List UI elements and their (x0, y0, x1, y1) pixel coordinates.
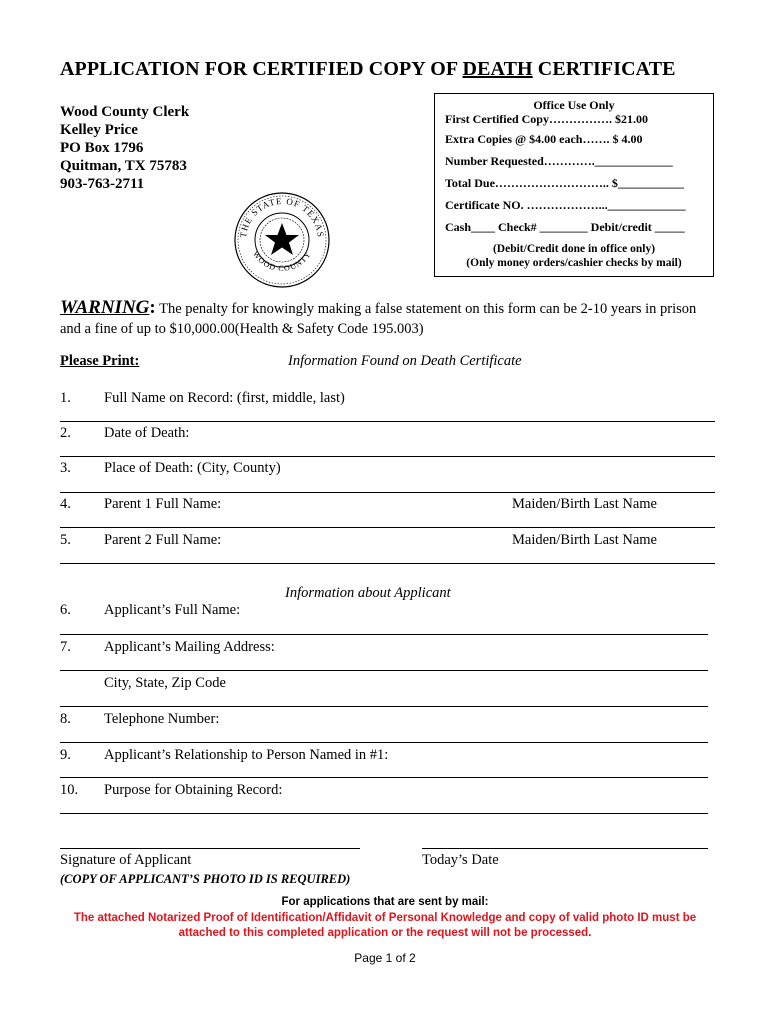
please-print-heading: Please Print: (60, 353, 140, 369)
purpose-line[interactable] (60, 813, 708, 814)
applicant-name-line[interactable] (60, 634, 708, 635)
parent2-name-label: Parent 2 Full Name: (104, 532, 222, 548)
certificate-number-field: Certificate NO. ………………..._____________ (445, 198, 686, 212)
office-use-header: Office Use Only (533, 98, 615, 112)
clerk-phone: 903-763-2711 (60, 176, 145, 192)
parent1-maiden-label: Maiden/Birth Last Name (512, 496, 657, 512)
full-name-label: Full Name on Record: (first, middle, last) (104, 390, 345, 406)
debit-note: (Debit/Credit done in office only) (492, 243, 656, 255)
seal-bottom-text: WOOD COUNTY (250, 249, 313, 273)
field-number: 1. (60, 390, 71, 406)
mail-payment-note: (Only money orders/cashier checks by mail) (466, 257, 682, 269)
field-number: 3. (60, 460, 71, 476)
seal-top-text: THE STATE OF TEXAS (237, 195, 326, 239)
field-number: 4. (60, 496, 71, 512)
place-of-death-line[interactable] (60, 492, 715, 493)
warning-paragraph (60, 298, 720, 339)
purpose-label: Purpose for Obtaining Record: (104, 782, 283, 798)
relationship-line[interactable] (60, 777, 708, 778)
field-number: 9. (60, 747, 71, 763)
number-requested-field: Number Requested…………._____________ (445, 154, 673, 168)
field-number: 5. (60, 532, 71, 548)
date-line[interactable] (422, 848, 708, 849)
date-of-death-label: Date of Death: (104, 425, 190, 441)
office-use-box (434, 93, 714, 277)
field-number: 8. (60, 711, 71, 727)
relationship-label: Applicant’s Relationship to Person Named in #1: (104, 747, 389, 763)
place-of-death-label: Place of Death: (City, County) (104, 460, 281, 476)
signature-line[interactable] (60, 848, 360, 849)
date-caption: Today’s Date (422, 852, 499, 868)
parent2-name-line[interactable] (60, 563, 715, 564)
mailing-address-line[interactable] (60, 670, 708, 671)
mail-heading: For applications that are sent by mail: (281, 896, 489, 908)
field-number: 7. (60, 639, 71, 655)
date-of-death-line[interactable] (60, 456, 715, 457)
photo-id-notice: (COPY OF APPLICANT’S PHOTO ID IS REQUIRED) (60, 872, 351, 886)
title-underlined-word: DEATH (462, 58, 533, 80)
death-info-heading: Information Found on Death Certificate (288, 353, 522, 369)
parent1-name-label: Parent 1 Full Name: (104, 496, 222, 512)
field-number: 2. (60, 425, 71, 441)
clerk-address (60, 103, 189, 193)
applicant-info-heading: Information about Applicant (285, 585, 451, 601)
field-number: 6. (60, 602, 71, 618)
warning-label: WARNING (60, 297, 150, 318)
payment-method-field: Cash____ Check# ________ Debit/credit _____ (445, 220, 685, 234)
clerk-po-box: PO Box 1796 (60, 140, 144, 156)
telephone-line[interactable] (60, 742, 708, 743)
city-state-zip-label: City, State, Zip Code (104, 675, 226, 691)
total-due-field: Total Due……………………….. $___________ (445, 176, 684, 190)
applicant-name-label: Applicant’s Full Name: (104, 602, 241, 618)
page-title (60, 58, 676, 81)
field-number: 10. (60, 782, 79, 798)
county-seal-icon (232, 190, 332, 290)
first-copy-fee: First Certified Copy……………. $21.00 (445, 112, 648, 126)
title-text-end: CERTIFICATE (532, 58, 676, 80)
warning-text: The penalty for knowingly making a false statement on this form can be 2-10 years in prison and a fine of up to $10,000.00(Health & Safety Code 195.003) (60, 301, 697, 337)
parent1-name-line[interactable] (60, 527, 715, 528)
clerk-city: Quitman, TX 75783 (60, 158, 187, 174)
warning-colon: : (149, 297, 156, 318)
clerk-title: Wood County Clerk (60, 104, 190, 120)
clerk-name: Kelley Price (60, 122, 138, 138)
title-text: APPLICATION FOR CERTIFIED COPY OF (60, 58, 463, 80)
full-name-line[interactable] (60, 421, 715, 422)
svg-text:WOOD COUNTY (251, 249, 313, 273)
mail-notice: The attached Notarized Proof of Identification/Affidavit of Personal Knowledge and copy of valid photo ID must be attached to this completed application or the request will not be processed. (73, 912, 697, 939)
telephone-label: Telephone Number: (104, 711, 220, 727)
signature-caption: Signature of Applicant (60, 852, 192, 868)
mailing-address-label: Applicant’s Mailing Address: (104, 639, 275, 655)
parent2-maiden-label: Maiden/Birth Last Name (512, 532, 657, 548)
extra-copies-fee: Extra Copies @ $4.00 each……. $ 4.00 (445, 132, 643, 146)
page-number: Page 1 of 2 (354, 951, 416, 965)
city-state-zip-line[interactable] (60, 706, 708, 707)
